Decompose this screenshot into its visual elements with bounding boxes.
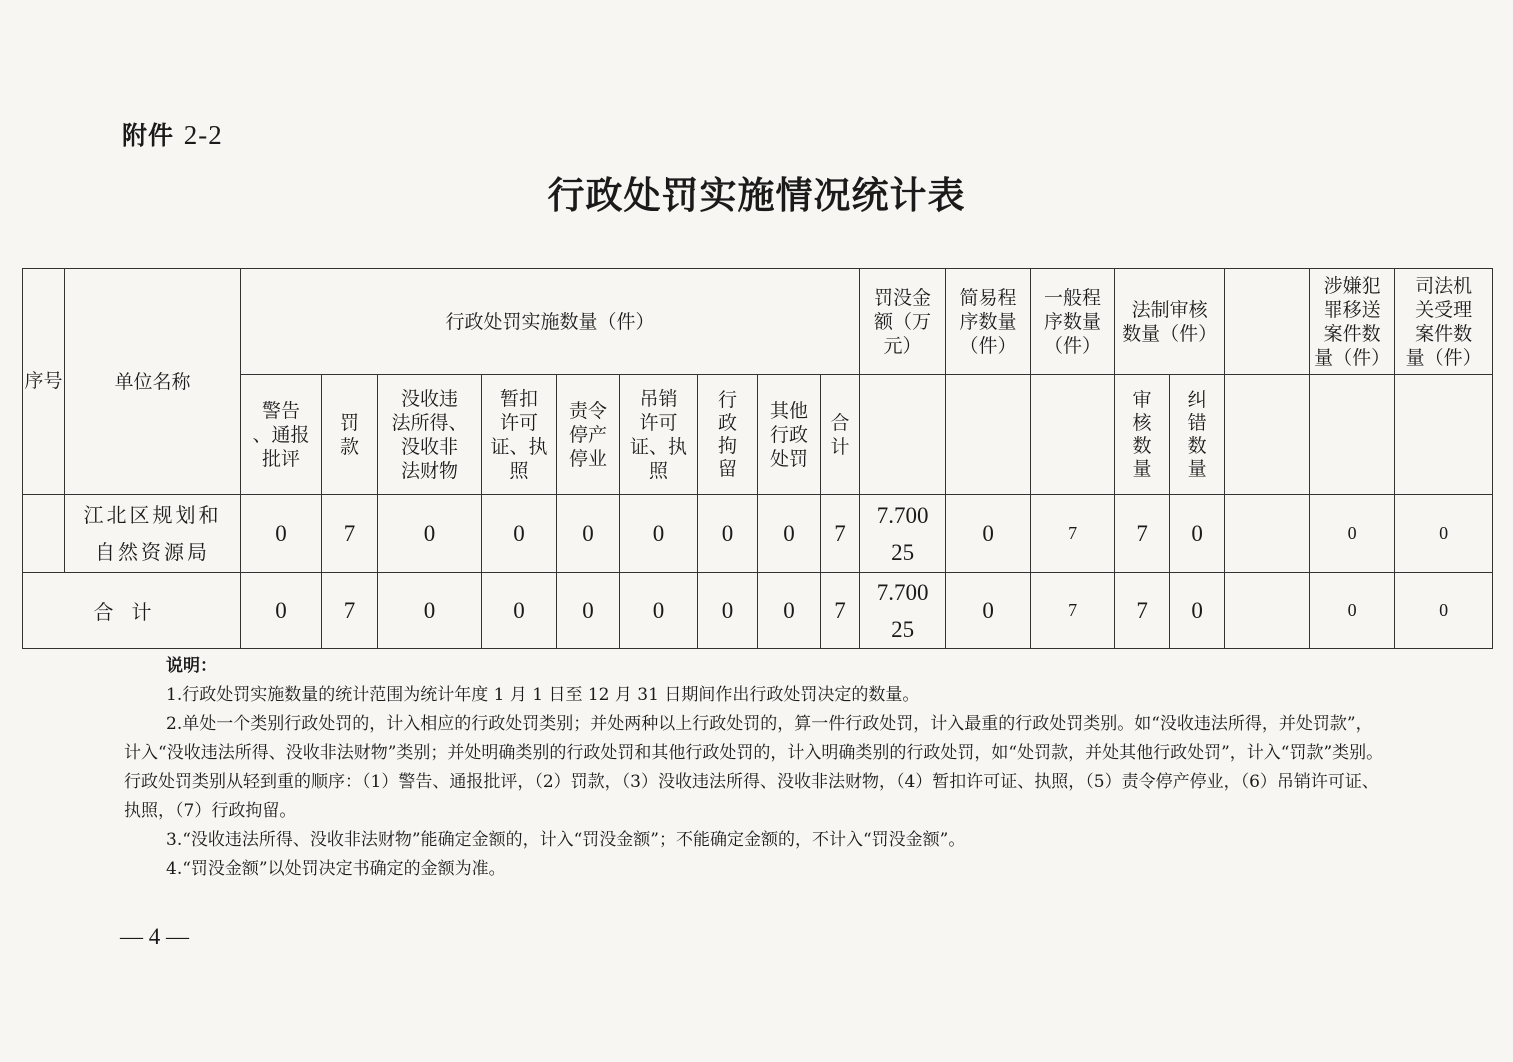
cell-simple: 0 xyxy=(946,573,1031,649)
cell-suspend: 0 xyxy=(482,573,557,649)
attachment-label: 附件 2-2 xyxy=(122,120,223,150)
cell-transfer: 0 xyxy=(1310,495,1395,573)
header-corrected: 纠 错 数 量 xyxy=(1170,375,1225,495)
cell-suspend: 0 xyxy=(482,495,557,573)
cell-other: 0 xyxy=(758,495,821,573)
header-criminal-transfer: 涉嫌犯 罪移送 案件数 量（件） xyxy=(1310,269,1395,375)
header-blank xyxy=(1225,375,1310,495)
cell-general: 7 xyxy=(1031,495,1115,573)
notes xyxy=(124,652,1384,884)
page-number: — 4 — xyxy=(120,924,189,949)
header-blank xyxy=(1395,375,1493,495)
header-judicial-accepted: 司法机 关受理 案件数 量（件） xyxy=(1395,269,1493,375)
header-blank xyxy=(1031,375,1115,495)
header-blank xyxy=(1310,375,1395,495)
header-unit-name: 单位名称 xyxy=(65,269,241,495)
cell-fine: 7 xyxy=(322,495,378,573)
cell-blank xyxy=(1225,573,1310,649)
notes-heading: 说明： xyxy=(166,656,217,676)
header-revoke-license: 吊销 许可 证、执 照 xyxy=(620,375,698,495)
cell-detention: 0 xyxy=(698,495,758,573)
total-row xyxy=(23,573,1493,649)
cell-stop: 0 xyxy=(557,495,620,573)
table-row xyxy=(23,495,1493,573)
header-seq: 序号 xyxy=(23,269,65,495)
cell-total-label: 合计 xyxy=(23,573,241,649)
cell-detention: 0 xyxy=(698,573,758,649)
header-fine-amount: 罚没金 额（万 元） xyxy=(860,269,946,375)
cell-simple: 0 xyxy=(946,495,1031,573)
cell-judicial: 0 xyxy=(1395,573,1493,649)
cell-corrected: 0 xyxy=(1170,495,1225,573)
header-other: 其他 行政 处罚 xyxy=(758,375,821,495)
cell-transfer: 0 xyxy=(1310,573,1395,649)
page-title: 行政处罚实施情况统计表 xyxy=(547,173,966,217)
header-suspend-license: 暂扣 许可 证、执 照 xyxy=(482,375,557,495)
cell-warning: 0 xyxy=(241,573,322,649)
header-warning: 警告 、通报 批评 xyxy=(241,375,322,495)
cell-total: 7 xyxy=(821,573,860,649)
header-reviewed: 审 核 数 量 xyxy=(1115,375,1170,495)
cell-fine-amount: 7.700 25 xyxy=(860,573,946,649)
cell-stop: 0 xyxy=(557,573,620,649)
cell-revoke: 0 xyxy=(620,495,698,573)
cell-reviewed: 7 xyxy=(1115,573,1170,649)
header-general-procedure: 一般程 序数量 （件） xyxy=(1031,269,1115,375)
cell-warning: 0 xyxy=(241,495,322,573)
cell-reviewed: 7 xyxy=(1115,495,1170,573)
cell-unit-name: 江北区规划和 自然资源局 xyxy=(65,495,241,573)
header-simple-procedure: 简易程 序数量 （件） xyxy=(946,269,1031,375)
cell-blank xyxy=(1225,495,1310,573)
header-total: 合 计 xyxy=(821,375,860,495)
header-fine: 罚 款 xyxy=(322,375,378,495)
header-blank xyxy=(946,375,1031,495)
cell-revoke: 0 xyxy=(620,573,698,649)
header-blank xyxy=(860,375,946,495)
header-legal-review: 法制审核 数量（件） xyxy=(1115,269,1225,375)
cell-seq xyxy=(23,495,65,573)
cell-confiscation: 0 xyxy=(378,495,482,573)
note-item: 1.行政处罚实施数量的统计范围为统计年度 1 月 1 日至 12 月 31 日期间作出行政处罚决定的数量。 xyxy=(166,685,920,705)
header-implementation-count: 行政处罚实施数量（件） xyxy=(241,269,860,375)
note-item: 3.“没收违法所得、没收非法财物”能确定金额的，计入“罚没金额”；不能确定金额的，不计入“罚没金额”。 xyxy=(166,830,966,850)
cell-other: 0 xyxy=(758,573,821,649)
note-item: 2.单处一个类别行政处罚的，计入相应的行政处罚类别；并处两种以上行政处罚的，算一件行政处罚，计入最重的行政处罚类别。如“没收违法所得，并处罚款”，计入“没收违法所得、没收非法财物”类别；并处明确类别的行政处罚和其他行政处罚的，计入明确类别的行政处罚，如“处罚款，并处其他行政处罚”，计入“罚款”类别。行政处罚类别从轻到重的顺序：（1）警告、通报批评，（2）罚款，（3）没收违法所得、没收非法财物，（4）暂扣许可证、执照，（5）责令停产停业，（6）吊销许可证、执照，（7）行政拘留。 xyxy=(124,714,1384,821)
cell-judicial: 0 xyxy=(1395,495,1493,573)
cell-fine-amount: 7.700 25 xyxy=(860,495,946,573)
header-row-1 xyxy=(23,269,1493,375)
statistics-table xyxy=(22,268,1493,649)
cell-confiscation: 0 xyxy=(378,573,482,649)
header-blank xyxy=(1225,269,1310,375)
note-item: 4.“罚没金额”以处罚决定书确定的金额为准。 xyxy=(166,859,506,879)
cell-general: 7 xyxy=(1031,573,1115,649)
cell-corrected: 0 xyxy=(1170,573,1225,649)
header-confiscation: 没收违 法所得、 没收非 法财物 xyxy=(378,375,482,495)
header-detention: 行 政 拘 留 xyxy=(698,375,758,495)
cell-fine: 7 xyxy=(322,573,378,649)
header-row-2 xyxy=(23,375,1493,495)
cell-total: 7 xyxy=(821,495,860,573)
header-stop-production: 责令 停产 停业 xyxy=(557,375,620,495)
